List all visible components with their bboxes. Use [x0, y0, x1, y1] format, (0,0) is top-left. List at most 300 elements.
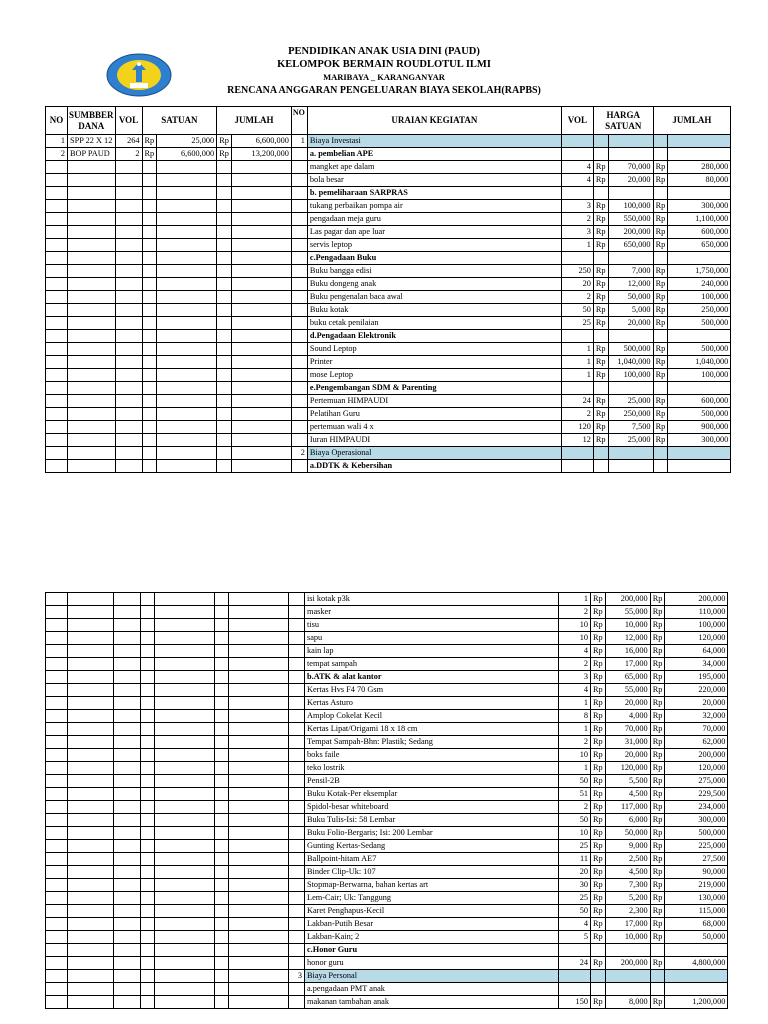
cell-lrp2 — [215, 905, 229, 918]
cell-lsat — [155, 671, 215, 684]
cell-lrp2 — [217, 161, 232, 174]
header-line-2: KELOMPOK BERMAIN ROUDLOTUL ILMI — [277, 59, 491, 70]
cell-lsat — [155, 931, 215, 944]
cell-ljml — [229, 827, 289, 840]
cell-total — [668, 252, 731, 265]
header-line-1: PENDIDIKAN ANAK USIA DINI (PAUD) — [288, 46, 480, 57]
cell-vol: 1 — [561, 356, 593, 369]
cell-lrp1 — [141, 684, 155, 697]
table-row — [46, 213, 731, 226]
cell-ljml — [229, 684, 289, 697]
cell-rp1: Rp — [591, 827, 606, 840]
cell-lrp2 — [215, 671, 229, 684]
cell-rp2: Rp — [650, 957, 665, 970]
cell-lvol — [115, 408, 142, 421]
cell-ljml — [229, 710, 289, 723]
cell-price: 12,000 — [605, 632, 650, 645]
table-row — [46, 944, 728, 957]
cell-no — [289, 801, 305, 814]
cell-vol: 2 — [559, 736, 591, 749]
cell-lrp2 — [215, 931, 229, 944]
cell-lrp1 — [142, 408, 157, 421]
cell-no — [289, 879, 305, 892]
cell-lsat — [157, 213, 217, 226]
cell-lno — [46, 252, 68, 265]
table-row — [46, 801, 728, 814]
cell-total: 20,000 — [665, 697, 728, 710]
cell-lrp2 — [217, 343, 232, 356]
cell-ljml — [231, 304, 291, 317]
cell-rp2: Rp — [653, 174, 668, 187]
cell-lsat — [157, 395, 217, 408]
cell-desc: pertemuan wali 4 x — [307, 421, 561, 434]
cell-lvol — [114, 762, 141, 775]
cell-no — [289, 814, 305, 827]
cell-src — [68, 226, 116, 239]
cell-ljml — [229, 957, 289, 970]
cell-lrp1 — [142, 265, 157, 278]
cell-desc: Tempat Sampah-Bhn: Plastik; Sedang — [305, 736, 559, 749]
cell-lvol — [114, 684, 141, 697]
cell-lno — [46, 606, 68, 619]
cell-vol: 1 — [561, 369, 593, 382]
cell-lno — [46, 658, 68, 671]
cell-lno — [46, 723, 68, 736]
cell-rp2: Rp — [650, 905, 665, 918]
cell-ljml — [231, 330, 291, 343]
cell-lrp2 — [215, 892, 229, 905]
cell-src — [68, 892, 114, 905]
cell-src — [68, 671, 114, 684]
table-row — [46, 200, 731, 213]
cell-lvol — [114, 606, 141, 619]
table-row — [46, 593, 728, 606]
cell-rp2: Rp — [650, 762, 665, 775]
cell-vol: 1 — [561, 239, 593, 252]
col-header: VOL — [115, 107, 142, 135]
cell-lsat — [155, 697, 215, 710]
cell-lno — [46, 970, 68, 983]
cell-desc: Karet Penghapus-Kecil — [305, 905, 559, 918]
cell-src — [68, 382, 116, 395]
cell-total: 1,100,000 — [668, 213, 731, 226]
cell-lvol — [115, 317, 142, 330]
cell-price — [608, 252, 653, 265]
cell-ljml — [231, 200, 291, 213]
cell-total: 229,500 — [665, 788, 728, 801]
cell-total: 80,000 — [668, 174, 731, 187]
cell-rp2: Rp — [653, 213, 668, 226]
cell-rp1: Rp — [591, 697, 606, 710]
cell-total — [668, 330, 731, 343]
cell-lno — [46, 226, 68, 239]
cell-price: 4,500 — [605, 866, 650, 879]
cell-price: 5,500 — [605, 775, 650, 788]
table-row — [46, 970, 728, 983]
cell-desc: pengadaan meja guru — [307, 213, 561, 226]
cell-price: 2,300 — [605, 905, 650, 918]
cell-lvol: 2 — [115, 148, 142, 161]
cell-no — [289, 996, 305, 1009]
cell-rp2: Rp — [650, 632, 665, 645]
cell-ljml — [231, 421, 291, 434]
cell-lsat — [155, 840, 215, 853]
cell-price: 5,200 — [605, 892, 650, 905]
cell-ljml — [231, 265, 291, 278]
cell-src — [68, 749, 114, 762]
cell-vol: 3 — [559, 671, 591, 684]
cell-total — [668, 460, 731, 473]
col-header: URAIAN KEGIATAN — [307, 107, 561, 135]
table-row — [46, 395, 731, 408]
table-row — [46, 658, 728, 671]
cell-price: 8,000 — [605, 996, 650, 1009]
cell-rp1: Rp — [593, 213, 608, 226]
cell-desc: Buku Kotak-Per eksemplar — [305, 788, 559, 801]
cell-total: 1,200,000 — [665, 996, 728, 1009]
cell-rp1: Rp — [591, 775, 606, 788]
cell-src — [68, 775, 114, 788]
cell-src — [68, 645, 114, 658]
cell-lno — [46, 645, 68, 658]
cell-ljml — [229, 775, 289, 788]
cell-lrp2 — [215, 853, 229, 866]
cell-rp2: Rp — [653, 226, 668, 239]
cell-rp2: Rp — [653, 265, 668, 278]
cell-lvol — [114, 892, 141, 905]
cell-desc: Kertas Hvs F4 70 Gsm — [305, 684, 559, 697]
cell-rp2: Rp — [653, 356, 668, 369]
cell-lrp2 — [217, 447, 232, 460]
cell-src — [68, 304, 116, 317]
cell-rp1: Rp — [591, 645, 606, 658]
cell-lvol — [115, 343, 142, 356]
cell-lno — [46, 749, 68, 762]
cell-vol: 25 — [561, 317, 593, 330]
cell-lrp1 — [141, 645, 155, 658]
cell-src — [68, 931, 114, 944]
cell-rp2 — [653, 135, 668, 148]
cell-lvol — [115, 460, 142, 473]
cell-vol: 5 — [559, 931, 591, 944]
cell-lrp2 — [217, 304, 232, 317]
cell-lsat — [155, 827, 215, 840]
cell-desc: tukang perbaikan pompa air — [307, 200, 561, 213]
cell-rp1: Rp — [593, 304, 608, 317]
cell-vol: 2 — [561, 213, 593, 226]
cell-total: 62,000 — [665, 736, 728, 749]
cell-lvol — [114, 710, 141, 723]
cell-lrp2 — [215, 957, 229, 970]
cell-lrp2 — [217, 382, 232, 395]
cell-rp1 — [593, 330, 608, 343]
cell-ljml — [231, 239, 291, 252]
cell-rp1: Rp — [591, 905, 606, 918]
table-row — [46, 356, 731, 369]
cell-lno — [46, 840, 68, 853]
cell-ljml — [231, 447, 291, 460]
cell-lrp2 — [217, 330, 232, 343]
cell-lsat — [155, 710, 215, 723]
cell-desc: Buku bangga edisi — [307, 265, 561, 278]
cell-ljml — [229, 593, 289, 606]
cell-total: 4,800,000 — [665, 957, 728, 970]
cell-lrp2 — [215, 775, 229, 788]
cell-rp1: Rp — [591, 736, 606, 749]
cell-total — [668, 382, 731, 395]
cell-lvol — [114, 996, 141, 1009]
cell-vol — [561, 460, 593, 473]
cell-lvol — [115, 187, 142, 200]
cell-rp1: Rp — [591, 619, 606, 632]
cell-total: 68,000 — [665, 918, 728, 931]
cell-total: 650,000 — [668, 239, 731, 252]
cell-rp2: Rp — [653, 200, 668, 213]
cell-src — [68, 291, 116, 304]
cell-lvol — [115, 369, 142, 382]
cell-lsat — [155, 593, 215, 606]
cell-lno — [46, 905, 68, 918]
cell-lvol — [114, 866, 141, 879]
cell-lvol — [115, 356, 142, 369]
cell-lsat — [155, 619, 215, 632]
cell-rp2: Rp — [653, 343, 668, 356]
cell-src — [68, 434, 116, 447]
cell-lno — [46, 343, 68, 356]
cell-ljml — [231, 291, 291, 304]
cell-lsat — [155, 970, 215, 983]
cell-price — [608, 135, 653, 148]
cell-ljml — [229, 853, 289, 866]
cell-lno — [46, 918, 68, 931]
cell-vol: 3 — [561, 200, 593, 213]
cell-lvol — [114, 736, 141, 749]
cell-price — [608, 330, 653, 343]
cell-lsat — [155, 606, 215, 619]
cell-price: 550,000 — [608, 213, 653, 226]
cell-src — [68, 187, 116, 200]
cell-price: 55,000 — [605, 606, 650, 619]
cell-lrp1 — [141, 970, 155, 983]
cell-no — [289, 866, 305, 879]
cell-lvol — [114, 645, 141, 658]
table-row — [46, 369, 731, 382]
table-row — [46, 135, 731, 148]
cell-no — [289, 827, 305, 840]
table-row — [46, 736, 728, 749]
cell-lrp2 — [215, 840, 229, 853]
table-row — [46, 866, 728, 879]
cell-price: 500,000 — [608, 343, 653, 356]
cell-price: 250,000 — [608, 408, 653, 421]
cell-lno — [46, 317, 68, 330]
cell-lno — [46, 213, 68, 226]
cell-rp2: Rp — [650, 788, 665, 801]
table-row — [46, 762, 728, 775]
cell-total — [668, 135, 731, 148]
cell-lno — [46, 265, 68, 278]
cell-lsat — [157, 187, 217, 200]
cell-price: 25,000 — [608, 395, 653, 408]
cell-vol — [561, 447, 593, 460]
cell-no — [289, 684, 305, 697]
cell-lvol — [114, 970, 141, 983]
cell-rp2: Rp — [650, 619, 665, 632]
cell-ljml — [231, 213, 291, 226]
cell-lrp2 — [217, 226, 232, 239]
cell-price: 31,000 — [605, 736, 650, 749]
cell-rp2: Rp — [653, 291, 668, 304]
cell-no — [291, 395, 307, 408]
cell-desc: Pensil-2B — [305, 775, 559, 788]
cell-lrp1 — [141, 892, 155, 905]
cell-rp1 — [593, 148, 608, 161]
cell-lrp1 — [142, 187, 157, 200]
cell-price: 7,500 — [608, 421, 653, 434]
cell-rp1: Rp — [591, 801, 606, 814]
cell-vol: 4 — [559, 918, 591, 931]
cell-vol: 50 — [561, 304, 593, 317]
cell-lrp2 — [215, 619, 229, 632]
cell-total: 120,000 — [665, 762, 728, 775]
cell-lvol — [114, 593, 141, 606]
cell-ljml — [229, 697, 289, 710]
cell-vol: 12 — [561, 434, 593, 447]
cell-vol: 50 — [559, 775, 591, 788]
cell-rp2: Rp — [653, 161, 668, 174]
cell-rp1 — [593, 382, 608, 395]
cell-desc: Printer — [307, 356, 561, 369]
cell-src — [68, 421, 116, 434]
cell-vol: 10 — [559, 619, 591, 632]
cell-lrp1 — [142, 460, 157, 473]
cell-no — [291, 174, 307, 187]
cell-lvol — [114, 749, 141, 762]
cell-lvol — [115, 447, 142, 460]
cell-rp1 — [591, 970, 606, 983]
cell-lno — [46, 330, 68, 343]
cell-desc: Buku kotak — [307, 304, 561, 317]
table-row — [46, 814, 728, 827]
cell-ljml — [229, 619, 289, 632]
cell-lno — [46, 710, 68, 723]
cell-lno — [46, 200, 68, 213]
cell-rp1: Rp — [593, 239, 608, 252]
cell-lrp1 — [141, 749, 155, 762]
cell-src — [68, 369, 116, 382]
cell-total: 1,040,000 — [668, 356, 731, 369]
cell-price: 70,000 — [605, 723, 650, 736]
cell-lrp1 — [142, 343, 157, 356]
cell-src — [68, 840, 114, 853]
cell-no — [289, 892, 305, 905]
cell-total: 100,000 — [668, 291, 731, 304]
cell-rp1: Rp — [593, 421, 608, 434]
cell-lrp2 — [215, 593, 229, 606]
cell-price: 200,000 — [605, 957, 650, 970]
cell-lno — [46, 853, 68, 866]
cell-total — [668, 447, 731, 460]
cell-rp2: Rp — [650, 684, 665, 697]
cell-vol: 10 — [559, 749, 591, 762]
cell-lno — [46, 593, 68, 606]
cell-rp1: Rp — [591, 788, 606, 801]
cell-rp2: Rp — [653, 317, 668, 330]
cell-lno — [46, 304, 68, 317]
cell-lrp2 — [215, 710, 229, 723]
cell-lvol — [114, 983, 141, 996]
cell-lvol — [114, 827, 141, 840]
cell-no — [291, 291, 307, 304]
cell-lvol — [115, 304, 142, 317]
cell-vol: 250 — [561, 265, 593, 278]
cell-ljml — [229, 801, 289, 814]
cell-lno — [46, 239, 68, 252]
cell-lrp2 — [217, 356, 232, 369]
cell-rp1: Rp — [593, 174, 608, 187]
table-row — [46, 632, 728, 645]
cell-vol: 3 — [561, 226, 593, 239]
cell-src — [68, 447, 116, 460]
cell-price: 17,000 — [605, 658, 650, 671]
cell-rp2: Rp — [653, 408, 668, 421]
cell-rp2: Rp — [650, 775, 665, 788]
cell-ljml — [229, 723, 289, 736]
cell-no — [289, 736, 305, 749]
cell-lvol — [115, 200, 142, 213]
col-header: NO — [46, 107, 68, 135]
cell-lsat — [157, 356, 217, 369]
cell-lrp2 — [217, 317, 232, 330]
table-body — [46, 135, 731, 473]
cell-desc: Buku Folio-Bergaris; Isi: 200 Lembar — [305, 827, 559, 840]
cell-no — [289, 632, 305, 645]
cell-lno — [46, 356, 68, 369]
budget-table-page-2 — [45, 592, 728, 1009]
cell-total: 500,000 — [668, 408, 731, 421]
cell-no — [289, 931, 305, 944]
table-body — [46, 593, 728, 1009]
cell-lvol — [115, 382, 142, 395]
cell-lvol — [114, 723, 141, 736]
cell-lno — [46, 827, 68, 840]
cell-no — [289, 840, 305, 853]
cell-lrp2 — [215, 996, 229, 1009]
cell-desc: isi kotak p3k — [305, 593, 559, 606]
cell-desc: Lakban-Kain; 2 — [305, 931, 559, 944]
cell-lrp1 — [141, 827, 155, 840]
cell-lsat — [155, 983, 215, 996]
cell-rp2 — [650, 983, 665, 996]
cell-no — [289, 619, 305, 632]
cell-rp2: Rp — [650, 723, 665, 736]
cell-no — [289, 593, 305, 606]
cell-lsat — [155, 957, 215, 970]
cell-rp1: Rp — [591, 814, 606, 827]
cell-no — [291, 252, 307, 265]
cell-lsat — [157, 161, 217, 174]
cell-lrp1: Rp — [142, 148, 157, 161]
cell-desc: Pelatihan Guru — [307, 408, 561, 421]
cell-no: 2 — [291, 447, 307, 460]
cell-price: 9,000 — [605, 840, 650, 853]
table-row — [46, 161, 731, 174]
table-row — [46, 434, 731, 447]
cell-lrp1 — [142, 252, 157, 265]
cell-no — [289, 658, 305, 671]
cell-lvol — [114, 619, 141, 632]
cell-rp1: Rp — [593, 369, 608, 382]
